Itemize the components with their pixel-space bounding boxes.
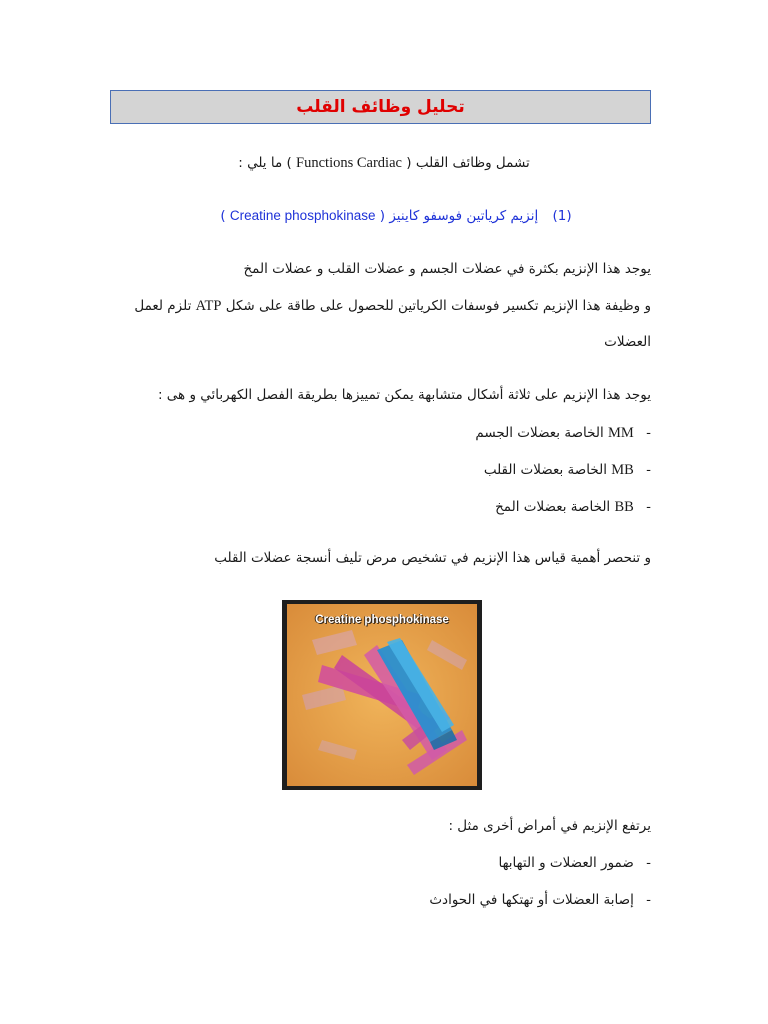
list-dash: - [646, 855, 651, 871]
list-item [475, 425, 651, 442]
list-item [484, 462, 651, 479]
isoform-code: MB [611, 462, 634, 478]
list-dash: - [646, 462, 651, 478]
micrograph-graphic [282, 600, 482, 790]
list-dash: - [646, 499, 651, 515]
atp-term: ATP [195, 298, 222, 314]
isoform-desc: الخاصة بعضلات الجسم [475, 425, 604, 441]
paragraph-2-end: تلزم لعمل [134, 298, 192, 314]
section1-number: (1) [552, 208, 572, 224]
paragraph-2 [134, 298, 651, 315]
paragraph-2-wrap: العضلات [604, 334, 651, 350]
page-title: تحليل وظائف القلب [296, 97, 465, 117]
intro-text-end: ) ما يلي : [238, 155, 292, 171]
intro-term: Functions Cardiac [296, 155, 402, 171]
paragraph-3: يوجد هذا الإنزيم على ثلاثة أشكال متشابهة يمكن تمييزها بطريقة الفصل الكهربائي و هى : [157, 387, 651, 403]
paragraph-1: يوجد هذا الإنزيم بكثرة في عضلات الجسم و عضلات القلب و عضلات المخ [243, 261, 651, 277]
title-box [110, 90, 651, 124]
list-item [429, 892, 651, 908]
list-item [498, 855, 651, 871]
list-dash: - [646, 425, 651, 441]
paragraph-2-start: و وظيفة هذا الإنزيم تكسير فوسفات الكرياتين للحصول على طاقة على شكل [225, 298, 651, 314]
list-item [495, 499, 651, 516]
other-diseases-intro: يرتفع الإنزيم في أمراض أخرى مثل : [448, 818, 651, 834]
list-item-text: ضمور العضلات و التهابها [498, 855, 634, 871]
intro-text: تشمل وظائف القلب ( [406, 155, 530, 171]
figure-label: Creatine phosphokinase [315, 614, 449, 626]
section1-close: ) [220, 208, 226, 224]
isoform-desc: الخاصة بعضلات المخ [495, 499, 611, 515]
list-item-text: إصابة العضلات أو تهتكها في الحوادث [429, 892, 634, 908]
importance-line: و تنحصر أهمية قياس هذا الإنزيم في تشخيص مرض تليف أنسجة عضلات القلب [214, 550, 651, 566]
crystal-micrograph-image [282, 600, 482, 790]
section1-name-en: Creatine phosphokinase [229, 208, 376, 223]
section1-heading [12, 208, 768, 224]
intro-line [0, 155, 768, 172]
isoform-desc: الخاصة بعضلات القلب [483, 462, 607, 478]
isoform-code: BB [614, 499, 634, 515]
section1-name-ar: إنزيم كرياتين فوسفو كاينيز ( [379, 208, 539, 224]
isoform-code: MM [608, 425, 634, 441]
list-dash: - [646, 892, 651, 908]
